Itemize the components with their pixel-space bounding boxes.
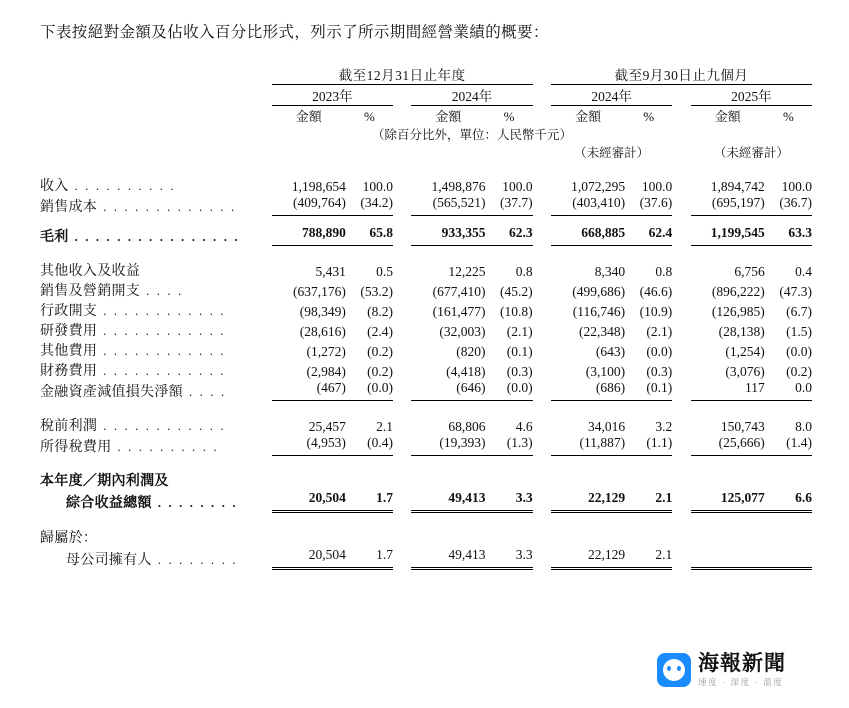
cell-value: 62.3 xyxy=(485,225,532,246)
cell-value: (22,348) xyxy=(578,324,626,339)
table-row xyxy=(40,260,812,280)
cell-value: 1,072,295 xyxy=(571,179,626,194)
cell-value: (4,418) xyxy=(446,364,486,379)
cell-value: (2,984) xyxy=(306,364,346,379)
cell-value: (565,521) xyxy=(411,195,485,216)
cell-value: 6.6 xyxy=(765,490,812,512)
cell-value: (6.7) xyxy=(786,304,812,319)
header-year-2023: 2023年 xyxy=(272,85,393,106)
row-label: 收入 . . . . . . . . . . xyxy=(40,179,176,194)
header-year-2024-fy: 2024年 xyxy=(411,85,532,106)
cell-value: 1,198,654 xyxy=(291,179,346,194)
row-label: 毛利 . . . . . . . . . . . . . . . . xyxy=(40,229,240,245)
cell-value: 63.3 xyxy=(765,225,812,246)
watermark-logo xyxy=(649,644,827,696)
table-row xyxy=(40,490,812,512)
logo-tagline: 速度 · 深度 · 溫度 xyxy=(698,677,784,688)
header-unaudited-1: （未經審計） xyxy=(574,146,650,160)
cell-value: (896,222) xyxy=(711,284,765,299)
cell-value: 0.8 xyxy=(655,264,673,279)
cell-value: 49,413 xyxy=(411,490,485,512)
cell-value: (0.2) xyxy=(786,364,812,379)
row-label: 其他費用 . . . . . . . . . . . . xyxy=(40,344,226,359)
table-row xyxy=(40,175,812,195)
header-amount-4: 金額 xyxy=(714,109,741,124)
cell-value: (695,197) xyxy=(691,195,765,216)
cell-value: (53.2) xyxy=(360,284,393,299)
cell-value: (1.3) xyxy=(485,435,532,456)
cell-value: (820) xyxy=(456,344,486,359)
cell-value: (1.5) xyxy=(786,324,812,339)
cell-value: (37.7) xyxy=(485,195,532,216)
cell-value: (0.3) xyxy=(646,364,673,379)
row-label: 其他收入及收益 xyxy=(40,264,141,279)
cell-value: (1,272) xyxy=(306,344,346,359)
cell-value: 1.7 xyxy=(346,490,393,512)
cell-value: (0.0) xyxy=(485,380,532,401)
cell-value: (2.1) xyxy=(506,324,533,339)
cell-value: 22,129 xyxy=(551,490,625,512)
cell-value: (4,953) xyxy=(272,435,346,456)
cell-value: (3,076) xyxy=(725,364,765,379)
cell-value: (0.4) xyxy=(346,435,393,456)
header-amount-2: 金額 xyxy=(435,109,462,124)
table-row xyxy=(40,415,812,435)
cell-value: (686) xyxy=(551,380,625,401)
table-row xyxy=(40,195,812,216)
cell-value: (646) xyxy=(411,380,485,401)
header-year-2024-9m: 2024年 xyxy=(551,85,672,106)
row-label: 歸屬於： xyxy=(40,531,98,546)
cell-value: (2.1) xyxy=(646,324,673,339)
row-label: 稅前利潤 . . . . . . . . . . . . xyxy=(40,419,226,434)
cell-value: 25,457 xyxy=(308,419,346,434)
cell-value: (47.3) xyxy=(779,284,812,299)
row-label: 銷售成本 . . . . . . . . . . . . . xyxy=(40,199,237,215)
header-unit-row xyxy=(40,125,812,143)
cell-value: (0.2) xyxy=(367,344,393,359)
cell-value: 125,077 xyxy=(691,490,765,512)
row-label: 綜合收益總額 . . . . . . . . xyxy=(66,495,238,511)
cell-value: (32,003) xyxy=(439,324,486,339)
cell-value: 1,894,742 xyxy=(710,179,765,194)
cell-value: (25,666) xyxy=(691,435,765,456)
cell-value: 0.8 xyxy=(515,264,533,279)
cell-value: 0.5 xyxy=(376,264,393,279)
header-group-9m: 截至9月30日止九個月 xyxy=(551,64,812,85)
cell-value: 8.0 xyxy=(795,419,812,434)
header-group-fy: 截至12月31日止年度 xyxy=(272,64,533,85)
cell-value: (0.0) xyxy=(786,344,812,359)
cell-value: (2.4) xyxy=(367,324,393,339)
cell-value: 2.1 xyxy=(625,490,672,512)
cell-value: (19,393) xyxy=(411,435,485,456)
row-label: 所得稅費用 . . . . . . . . . . xyxy=(40,439,219,455)
table-row xyxy=(40,340,812,360)
row-label: 財務費用 . . . . . . . . . . . . xyxy=(40,364,226,379)
cell-value: 150,743 xyxy=(720,419,765,434)
cell-value: (28,616) xyxy=(299,324,346,339)
row-label: 銷售及營銷開支 . . . . xyxy=(40,284,184,299)
header-amount-1: 金額 xyxy=(295,109,322,124)
cell-value: 22,129 xyxy=(551,547,625,569)
table-row xyxy=(40,225,812,246)
header-subcol-row xyxy=(40,106,812,126)
cell-value: (8.2) xyxy=(367,304,393,319)
cell-value: (1,254) xyxy=(725,344,765,359)
panda-face-icon xyxy=(657,653,691,687)
intro-paragraph: 下表按絕對金額及佔收入百分比形式，列示了所示期間經營業績的概要： xyxy=(40,24,549,41)
cell-value: 100.0 xyxy=(641,179,673,194)
table-row xyxy=(40,300,812,320)
cell-value: 4.6 xyxy=(515,419,533,434)
table-row xyxy=(40,527,812,547)
cell-value: 2.1 xyxy=(625,547,672,569)
cell-value: 100.0 xyxy=(362,179,393,194)
cell-value: 65.8 xyxy=(346,225,393,246)
cell-value: 668,885 xyxy=(551,225,625,246)
table-row xyxy=(40,360,812,380)
cell-value: (98,349) xyxy=(299,304,346,319)
table-row xyxy=(40,320,812,340)
table-row xyxy=(40,435,812,456)
financial-summary-table xyxy=(40,64,812,570)
cell-value: 100.0 xyxy=(502,179,533,194)
row-label: 行政開支 . . . . . . . . . . . . xyxy=(40,304,226,319)
table-row xyxy=(40,547,812,569)
cell-value: (3,100) xyxy=(585,364,626,379)
cell-value: 12,225 xyxy=(448,264,486,279)
cell-value: 100.0 xyxy=(781,179,812,194)
table-row xyxy=(40,380,812,401)
cell-value: (1.4) xyxy=(765,435,812,456)
row-label: 研發費用 . . . . . . . . . . . . xyxy=(40,324,226,339)
cell-value: (116,746) xyxy=(572,304,626,319)
cell-value: 788,890 xyxy=(272,225,346,246)
cell-value: 62.4 xyxy=(625,225,672,246)
header-percent-3: % xyxy=(643,109,655,124)
cell-value: 2.1 xyxy=(376,419,393,434)
cell-value: 0.4 xyxy=(795,264,812,279)
cell-value: (499,686) xyxy=(572,284,626,299)
cell-value: 5,431 xyxy=(315,264,346,279)
cell-value: (45.2) xyxy=(500,284,533,299)
cell-value: 6,756 xyxy=(734,264,765,279)
cell-value: (10.8) xyxy=(500,304,533,319)
cell-value: (28,138) xyxy=(718,324,765,339)
table-row xyxy=(40,280,812,300)
cell-value: 20,504 xyxy=(272,547,346,569)
cell-value: 3.3 xyxy=(485,490,532,512)
cell-value: (409,764) xyxy=(272,195,346,216)
cell-value: 1,498,876 xyxy=(431,179,486,194)
cell-value: 49,413 xyxy=(411,547,485,569)
cell-value: 117 xyxy=(691,380,765,401)
header-year-row xyxy=(40,85,812,106)
cell-value: (0.1) xyxy=(625,380,672,401)
cell-value: (677,410) xyxy=(432,284,486,299)
header-amount-3: 金額 xyxy=(575,109,602,124)
row-label: 金融資產減值損失淨額 . . . . xyxy=(40,384,227,400)
row-label: 本年度／期內利潤及 xyxy=(40,474,169,489)
header-percent-1: % xyxy=(363,109,375,124)
header-year-2025-9m: 2025年 xyxy=(691,85,812,106)
cell-value: 1,199,545 xyxy=(691,225,765,246)
header-percent-2: % xyxy=(503,109,515,124)
cell-value: (46.6) xyxy=(639,284,673,299)
cell-value: 933,355 xyxy=(411,225,485,246)
cell-value: (161,477) xyxy=(432,304,486,319)
cell-value: (0.3) xyxy=(506,364,533,379)
cell-value: (126,985) xyxy=(711,304,765,319)
table-row xyxy=(40,470,812,490)
cell-value xyxy=(691,547,765,569)
cell-value: 0.0 xyxy=(765,380,812,401)
header-unaudited-row xyxy=(40,143,812,161)
cell-value: 8,340 xyxy=(594,264,626,279)
header-group-row xyxy=(40,64,812,85)
cell-value: (10.9) xyxy=(639,304,673,319)
cell-value: (0.0) xyxy=(646,344,673,359)
cell-value: (0.0) xyxy=(346,380,393,401)
cell-value: 20,504 xyxy=(272,490,346,512)
row-label: 母公司擁有人 . . . . . . . . xyxy=(66,552,238,568)
header-unit-note: （除百分比外，單位：人民幣千元） xyxy=(372,128,573,142)
cell-value: (0.1) xyxy=(506,344,533,359)
cell-value: (643) xyxy=(595,344,626,359)
logo-name: 海報新聞 xyxy=(698,652,786,676)
financial-table-body xyxy=(40,175,812,569)
cell-value: (11,887) xyxy=(551,435,625,456)
cell-value: 3.2 xyxy=(655,419,673,434)
cell-value: (403,410) xyxy=(551,195,625,216)
cell-value: (37.6) xyxy=(625,195,672,216)
cell-value: (36.7) xyxy=(765,195,812,216)
cell-value: (467) xyxy=(272,380,346,401)
cell-value: (34.2) xyxy=(346,195,393,216)
cell-value: 3.3 xyxy=(485,547,532,569)
header-unaudited-2: （未經審計） xyxy=(713,146,789,160)
header-percent-4: % xyxy=(782,109,794,124)
cell-value: 68,806 xyxy=(448,419,486,434)
cell-value: (0.2) xyxy=(367,364,393,379)
cell-value: (637,176) xyxy=(292,284,346,299)
cell-value xyxy=(765,547,812,569)
cell-value: 1.7 xyxy=(346,547,393,569)
cell-value: 34,016 xyxy=(587,419,626,434)
cell-value: (1.1) xyxy=(625,435,672,456)
